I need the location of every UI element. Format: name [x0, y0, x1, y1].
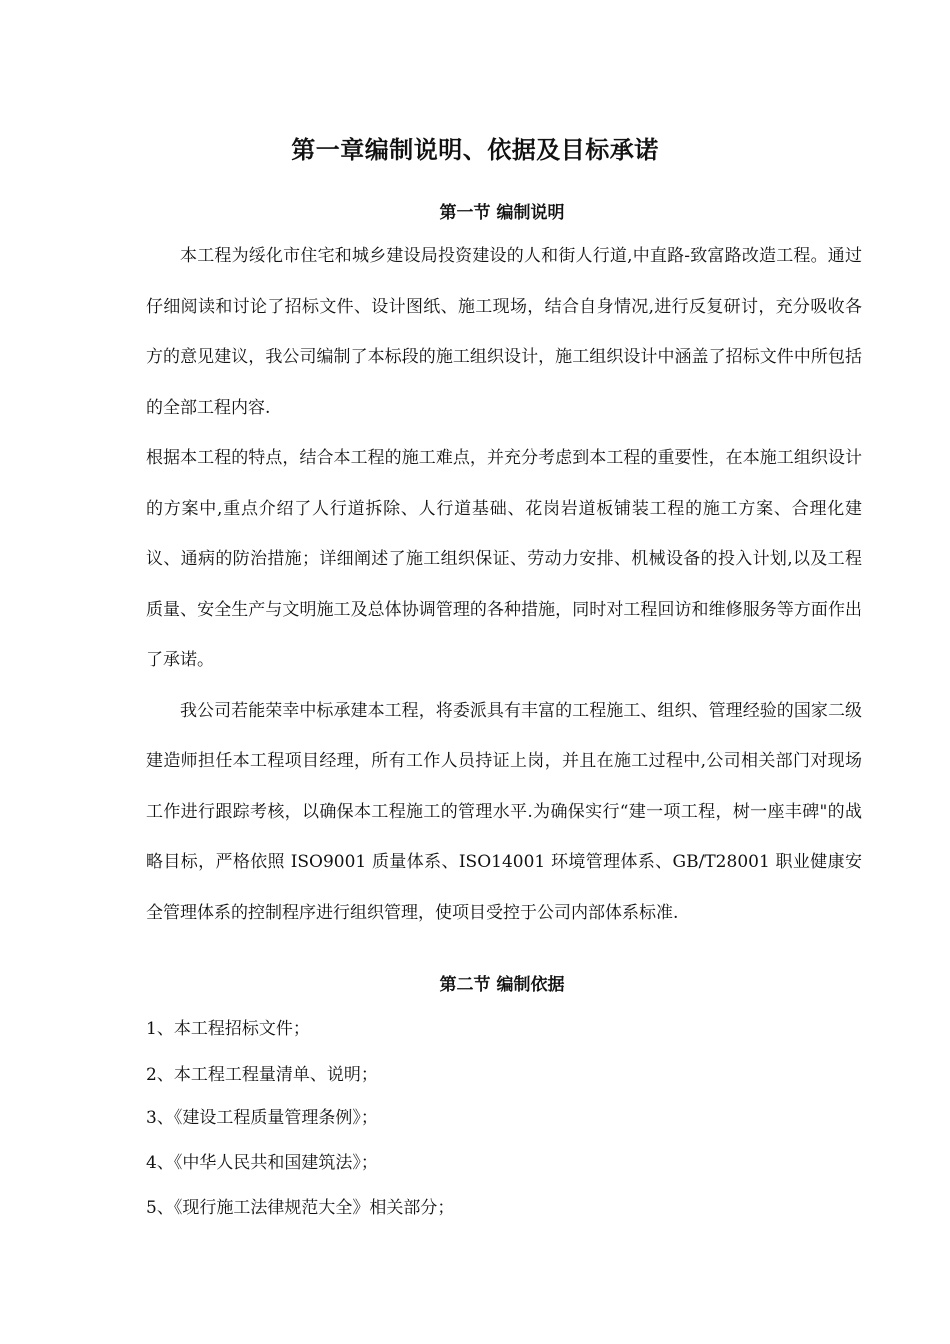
paragraph-2: 根据本工程的特点，结合本工程的施工难点，并充分考虑到本工程的重要性，在本施工组织设计的方案中,重点介绍了人行道拆除、人行道基础、花岗岩道板铺装工程的施工方案、合理化建议、通病的防治措施；详细阐述了施工组织保证、劳动力安排、机械设备的投入计划,以及工程质量、安全生产与文明施工及总体协调管理的各种措施，同时对工程回访和维修服务等方面作出了承诺。	[146, 448, 862, 670]
list-item-2: 2、本工程工程量清单、说明；	[146, 1065, 378, 1085]
paragraph-1: 本工程为绥化市住宅和城乡建设局投资建设的人和街人行道,中直路-致富路改造工程。通过仔细阅读和讨论了招标文件、设计图纸、施工现场，结合自身情况,进行反复研讨，充分吸收各方的意见建议，我公司编制了本标段的施工组织设计，施工组织设计中涵盖了招标文件中所包括的全部工程内容.	[146, 246, 862, 418]
list-item-3: 3、《建设工程质量管理条例》；	[146, 1108, 378, 1128]
section-heading-1: 第一节 编制说明	[439, 203, 565, 223]
list-item-5: 5、《现行施工法律规范大全》相关部分；	[146, 1198, 455, 1218]
paragraph-3: 我公司若能荣幸中标承建本工程，将委派具有丰富的工程施工、组织、管理经验的国家二级建造师担任本工程项目经理，所有工作人员持证上岗，并且在施工过程中,公司相关部门对现场工作进行跟踪考核，以确保本工程施工的管理水平.为确保实行“建一项工程，树一座丰碑"的战略目标，严格依照 ISO9001 质量体系、ISO14001 环境管理体系、GB/T28001 职业健康安全管理体系的控制程序进行组织管理，使项目受控于公司内部体系标准.	[146, 700, 862, 923]
chapter-title: 第一章编制说明、依据及目标承诺	[291, 136, 659, 164]
section-heading-2: 第二节 编制依据	[439, 975, 565, 995]
list-item-4: 4、《中华人民共和国建筑法》；	[146, 1153, 378, 1173]
section-1-body	[146, 231, 862, 938]
list-item-1: 1、本工程招标文件；	[146, 1019, 310, 1039]
